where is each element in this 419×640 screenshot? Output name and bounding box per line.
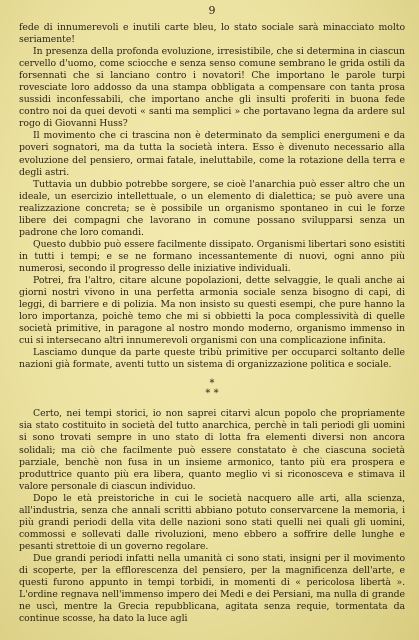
separator-bottom: * * [205, 388, 219, 400]
paragraph: Potrei, fra l'altro, citare alcune popolazioni, dette selvaggie, le quali anche ai giorni nostri vivono in una perfetta armonia sociale senza bisogno di capi, di leggi, di barriere e di polizia. Ma non insisto su questi esempi, che pure hanno la loro importanza, poichè temo che mi si obbietti la poca complessività di quelle società primitive, in paragone al nostro mondo moderno, organismo immenso in cui si intersecano altri innumerevoli organismi con una complicazione infinita. [19, 274, 405, 347]
paragraph: fede di innumerevoli e inutili carte bleu, lo stato sociale sarà minacciato molto seriamente! [19, 22, 405, 46]
paragraph: Questo dubbio può essere facilmente dissipato. Organismi libertari sono esistiti in tutti i tempi; e se ne formano incessantemente di nuovi, ogni anno più numerosi, secondo il progresso delle iniziative individuali. [19, 238, 406, 274]
section-separator [19, 379, 405, 399]
paragraph: Lasciamo dunque da parte queste tribù primitive per occuparci soltanto delle nazioni già formate, aventi tutto un sistema di organizzazione politica e sociale. [19, 347, 405, 371]
page-number: 9 [208, 4, 216, 17]
paragraph: Il movimento che ci trascina non è determinato da semplici energumeni e da poveri sognatori, ma da tutta la società intera. Esso è divenuto necessario alla evoluzione del pensiero, ormai fatale, ineluttabile, come la rotazione della terra e degli astri. [19, 130, 405, 178]
paragraph: Due grandi periodi infatti nella umanità ci sono stati, insigni per il movimento di scoperte, per la efflorescenza del pensiero, per la magnificenza dell'arte, e questi furono appunto in tempi torbidi, in momenti di « pericolosa libertà ». L'ordine regnava nell'immenso impero dei Medi e dei Persiani, ma nulla di grande ne uscì, mentre la Grecia repubblicana, agitata senza requie, tormentata da continue scosse, ha dato la luce agli [19, 552, 405, 625]
paragraph: Tuttavia un dubbio potrebbe sorgere, se cioè l'anarchia può esser altro che un ideale, un esercizio intellettuale, o un elemento di dialettica; se può avere una realizzazione concreta; se è possibile un organismo spontaneo in cui le forze libere dei compagni che lavorano in comune possano svilupparsi senza un padrone che loro comandi. [19, 178, 405, 238]
paragraph: Dopo le età preistoriche in cui le società nacquero alle arti, alla scienza, all'industria, senza che annali scritti abbiano potuto conservarcene la memoria, i più grandi periodi della vita delle nazioni sono stati quelli nei quali gli uomini, commossi e sollevati dalle rivoluzioni, meno ebbero a soffrire delle lunghe e pesanti strettoie di un governo regolare. [19, 492, 405, 552]
paragraph: In presenza della profonda evoluzione, irresistibile, che si determina in ciascun cervello d'uomo, come sciocche e senza senso comune sembrano le grida ostili da forsennati che si lanciano contro i novatori! Che importano le parole turpi rovesciate loro addosso da una stampa obbligata a compensare con tanta prosa sussidi inconfessabili, che importano anche gli insulti proferiti in buona fede contro noi da quei devoti « santi ma semplici » che portavano legna da ardere sul rogo di Giovanni Huss? [19, 46, 405, 130]
paragraph: Certo, nei tempi storici, io non saprei citarvi alcun popolo che propriamente sia stato costituito in società del tutto anarchica, perchè in tali periodi gli uomini si sono trovati sempre in uno stato di lotta fra elementi diversi non ancora solidali; ma ciò che facilmente può essere constatato è che ciascuna società parziale, benchè non fusa in un insieme armonico, tanto più era prospera e produttrice quanto più era libera, quanto meglio vi si riconosceva e stimava il valore personale di ciascun individuo. [19, 408, 405, 492]
separator-top: * [209, 378, 215, 390]
